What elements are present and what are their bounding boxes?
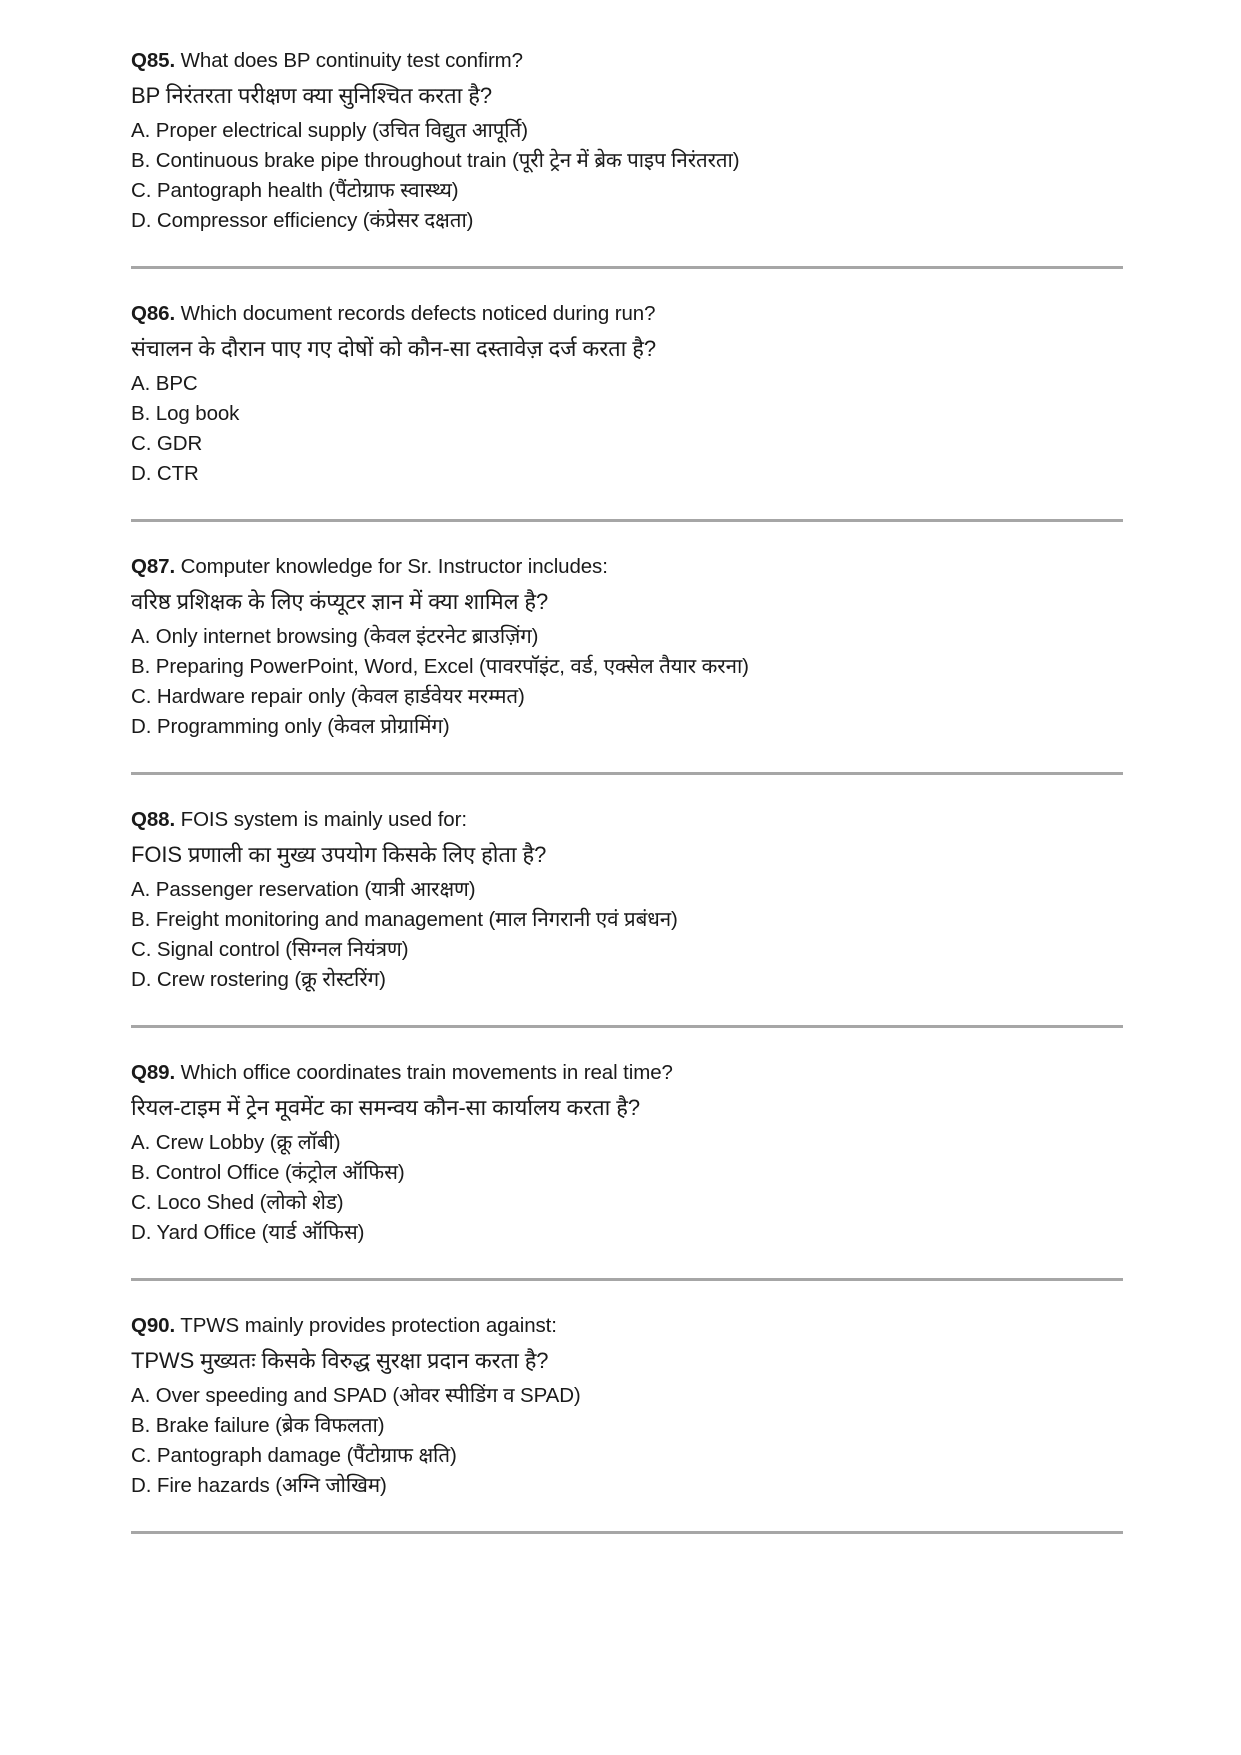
question-block-q87: [131, 550, 1123, 742]
option-d: D. CTR: [131, 462, 199, 485]
option-c: C. GDR: [131, 432, 203, 455]
question-number: Q90.: [131, 1314, 176, 1337]
spacer: [131, 775, 1123, 803]
question-block-q89: [131, 1056, 1123, 1248]
question-title-hi: वरिष्ठ प्रशिक्षक के लिए कंप्यूटर ज्ञान में क्या शामिल है?: [131, 589, 549, 614]
question-text-en: Which office coordinates train movements in real time?: [180, 1061, 673, 1084]
spacer: [131, 1028, 1123, 1056]
option-d: D. Fire hazards (अग्नि जोखिम): [131, 1474, 387, 1497]
option-a: A. Over speeding and SPAD (ओवर स्पीडिंग व SPAD): [131, 1384, 581, 1407]
option-b: B. Freight monitoring and management (माल निगरानी एवं प्रबंधन): [131, 908, 678, 931]
question-number: Q87.: [131, 555, 176, 578]
option-d: D. Yard Office (यार्ड ऑफिस): [131, 1221, 365, 1244]
question-title-en: [131, 550, 1123, 583]
question-text-en: FOIS system is mainly used for:: [180, 808, 467, 831]
spacer: [131, 1501, 1123, 1531]
question-block-q86: [131, 297, 1123, 489]
option-b: B. Continuous brake pipe throughout train (पूरी ट्रेन में ब्रेक पाइप निरंतरता): [131, 149, 740, 172]
option-a: A. Only internet browsing (केवल इंटरनेट ब्राउज़िंग): [131, 625, 539, 648]
question-text-en: TPWS mainly provides protection against:: [180, 1314, 557, 1337]
question-text-en: What does BP continuity test confirm?: [180, 49, 523, 72]
question-number: Q89.: [131, 1061, 176, 1084]
option-b: B. Log book: [131, 402, 240, 425]
question-block-q88: [131, 803, 1123, 995]
spacer: [131, 489, 1123, 519]
option-c: C. Signal control (सिग्नल नियंत्रण): [131, 938, 409, 961]
question-title-en: [131, 803, 1123, 836]
option-a: A. BPC: [131, 372, 198, 395]
spacer: [131, 522, 1123, 550]
question-title-en: [131, 1056, 1123, 1089]
question-title-hi: रियल-टाइम में ट्रेन मूवमेंट का समन्वय कौन-सा कार्यालय करता है?: [131, 1095, 641, 1120]
question-title-hi: FOIS प्रणाली का मुख्य उपयोग किसके लिए होता है?: [131, 842, 547, 867]
option-d: D. Crew rostering (क्रू रोस्टरिंग): [131, 968, 386, 991]
option-a: A. Passenger reservation (यात्री आरक्षण): [131, 878, 476, 901]
question-title-hi: संचालन के दौरान पाए गए दोषों को कौन-सा दस्तावेज़ दर्ज करता है?: [131, 336, 656, 361]
question-text-en: Which document records defects noticed during run?: [180, 302, 656, 325]
option-d: D. Compressor efficiency (कंप्रेसर दक्षता): [131, 209, 474, 232]
option-c: C. Pantograph health (पैंटोग्राफ स्वास्थ्य): [131, 179, 459, 202]
option-b: B. Brake failure (ब्रेक विफलता): [131, 1414, 385, 1437]
option-c: C. Loco Shed (लोको शेड): [131, 1191, 344, 1214]
option-c: C. Pantograph damage (पैंटोग्राफ क्षति): [131, 1444, 457, 1467]
spacer: [131, 1248, 1123, 1278]
question-number: Q86.: [131, 302, 176, 325]
option-a: A. Proper electrical supply (उचित विद्युत आपूर्ति): [131, 119, 528, 142]
option-b: B. Preparing PowerPoint, Word, Excel (पावरपॉइंट, वर्ड, एक्सेल तैयार करना): [131, 655, 749, 678]
option-c: C. Hardware repair only (केवल हार्डवेयर मरम्मत): [131, 685, 525, 708]
question-title-hi: TPWS मुख्यतः किसके विरुद्ध सुरक्षा प्रदान करता है?: [131, 1348, 549, 1373]
question-title-en: [131, 44, 1123, 77]
question-block-q85: [131, 44, 1123, 236]
option-d: D. Programming only (केवल प्रोग्रामिंग): [131, 715, 450, 738]
spacer: [131, 269, 1123, 297]
spacer: [131, 236, 1123, 266]
question-number: Q85.: [131, 49, 176, 72]
question-title-en: [131, 297, 1123, 330]
spacer: [131, 995, 1123, 1025]
question-block-q90: [131, 1309, 1123, 1501]
question-text-en: Computer knowledge for Sr. Instructor includes:: [180, 555, 608, 578]
spacer: [131, 1281, 1123, 1309]
option-a: A. Crew Lobby (क्रू लॉबी): [131, 1131, 341, 1154]
spacer: [131, 742, 1123, 772]
option-b: B. Control Office (कंट्रोल ऑफिस): [131, 1161, 405, 1184]
question-title-en: [131, 1309, 1123, 1342]
question-divider: [131, 1531, 1123, 1534]
question-number: Q88.: [131, 808, 176, 831]
question-title-hi: BP निरंतरता परीक्षण क्या सुनिश्चित करता है?: [131, 83, 492, 108]
